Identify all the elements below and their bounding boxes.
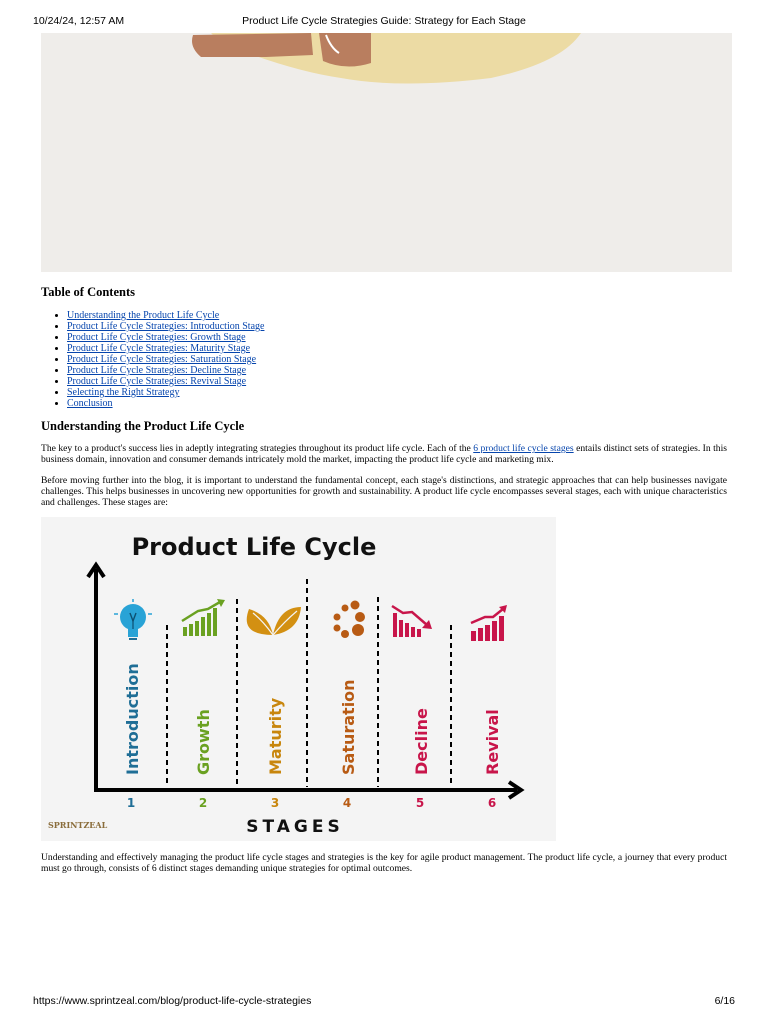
toc-item xyxy=(67,310,264,321)
stage-label-decline: Decline xyxy=(412,708,431,775)
stage-label-introduction: Introduction xyxy=(123,663,142,775)
hero-illustration-graphic xyxy=(41,33,732,272)
paragraph-intro-text-b: entails distinct sets of strategies. In this business domain, innovation and consumer demands intricately mold the market, impacting the product life cycle and marketing mix. xyxy=(41,443,727,465)
toc-link-revival[interactable]: Product Life Cycle Strategies: Revival Stage xyxy=(67,376,247,387)
paragraph-concept: Before moving further into the blog, it is important to understand the fundamental concept, each stage's distinctions, and strategic approaches that can help businesses navigate challenges. This helps businesses in uncovering new opportunities for growth and sustainability. A product life cycle encompasses several stages, each with unique characteristics and challenges. These stages are: xyxy=(41,475,727,508)
product-life-cycle-figure xyxy=(41,517,556,841)
toc-item xyxy=(67,343,264,354)
leaves-icon xyxy=(247,607,301,635)
toc-link-maturity[interactable]: Product Life Cycle Strategies: Maturity Stage xyxy=(67,343,251,354)
toc-item xyxy=(67,365,264,376)
paragraph-intro xyxy=(41,443,727,465)
paragraph-summary: Understanding and effectively managing the product life cycle stages and strategies is the key for agile product management. The product life cycle, a journey that every product must go through, consists of 6 distinct stages demanding unique strategies for optimal outcomes. xyxy=(41,852,727,874)
toc-title: Table of Contents xyxy=(41,285,135,299)
print-page-number: 6/16 xyxy=(714,995,735,1007)
revival-chart-icon xyxy=(471,605,507,641)
lightbulb-icon xyxy=(114,599,152,640)
toc-item xyxy=(67,376,264,387)
stage-number: 3 xyxy=(270,796,280,810)
toc-link-growth[interactable]: Product Life Cycle Strategies: Growth Stage xyxy=(67,332,246,343)
section-heading: Understanding the Product Life Cycle xyxy=(41,419,245,433)
decline-chart-icon xyxy=(392,606,432,637)
stage-number: 6 xyxy=(487,796,497,810)
print-url: https://www.sprintzeal.com/blog/product-life-cycle-strategies xyxy=(33,995,312,1007)
stage-label-saturation: Saturation xyxy=(339,679,358,775)
stage-number: 5 xyxy=(415,796,425,810)
hero-illustration xyxy=(41,33,732,272)
stages-link[interactable]: 6 product life cycle stages xyxy=(473,443,574,454)
toc-item xyxy=(67,387,264,398)
plc-diagram xyxy=(41,517,556,841)
stage-number: 1 xyxy=(126,796,136,810)
toc-item xyxy=(67,321,264,332)
print-datetime: 10/24/24, 12:57 AM xyxy=(33,15,125,27)
toc-item xyxy=(67,354,264,365)
print-footer xyxy=(0,995,768,1011)
plc-title: Product Life Cycle xyxy=(131,533,377,561)
toc-link-understanding[interactable]: Understanding the Product Life Cycle xyxy=(67,310,220,321)
toc-item xyxy=(67,332,264,343)
stage-label-growth: Growth xyxy=(194,709,213,775)
toc-link-introduction[interactable]: Product Life Cycle Strategies: Introduction Stage xyxy=(67,321,265,332)
stage-label-maturity: Maturity xyxy=(266,697,285,775)
toc-link-conclusion[interactable]: Conclusion xyxy=(67,398,113,409)
paragraph-intro-text-a: The key to a product's success lies in adeptly integrating strategies throughout its product life cycle. Each of the xyxy=(41,443,474,454)
toc-link-selecting[interactable]: Selecting the Right Strategy xyxy=(67,387,180,398)
dots-circle-icon xyxy=(334,601,366,639)
toc-link-decline[interactable]: Product Life Cycle Strategies: Decline Stage xyxy=(67,365,247,376)
print-page-title: Product Life Cycle Strategies Guide: Strategy for Each Stage xyxy=(242,15,526,27)
stage-number: 4 xyxy=(342,796,352,810)
stage-number: 2 xyxy=(198,796,208,810)
growth-bars-icon xyxy=(182,599,225,636)
stage-label-revival: Revival xyxy=(483,709,502,775)
print-header xyxy=(0,15,768,31)
stages-axis-label: STAGES xyxy=(246,817,344,837)
sprintzeal-logo: SPRINTZEAL xyxy=(48,820,108,830)
toc-item xyxy=(67,398,264,409)
toc-list xyxy=(54,310,264,409)
toc-link-saturation[interactable]: Product Life Cycle Strategies: Saturation Stage xyxy=(67,354,257,365)
